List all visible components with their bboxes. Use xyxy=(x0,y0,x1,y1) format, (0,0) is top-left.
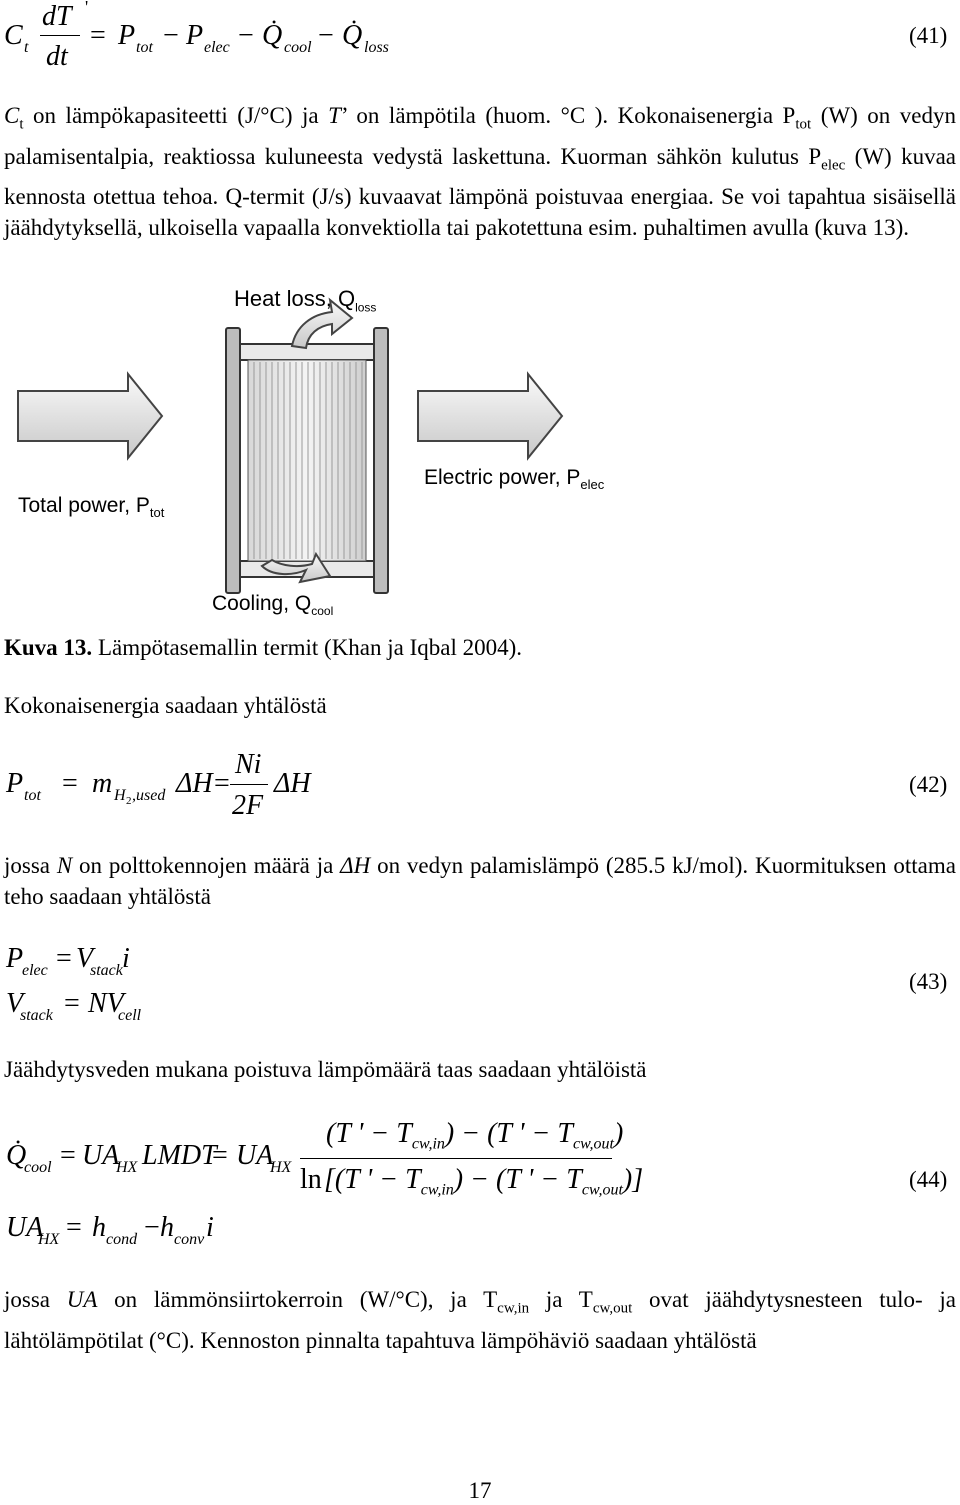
eq41-P1: P xyxy=(118,20,136,51)
total-power-arrow-icon xyxy=(18,374,162,458)
eq44-numerator: (T ' − $T_{cw,in}) - (T$ ' − $T_{cw,out}$) xyxy=(326,1118,624,1153)
eq42-P-sub: tot xyxy=(24,787,41,804)
eq44-UA2: UA xyxy=(236,1140,274,1171)
para1-C-sub: t xyxy=(19,116,24,133)
para3-text-2: on lämmönsiirtokerroin (W/°C), ja T xyxy=(97,1287,498,1312)
eq44-number: (44) xyxy=(909,1167,948,1192)
eq44-UA1-sub: HX xyxy=(116,1159,138,1176)
label-heat-loss: Heat loss, $Q_{loss}$ xyxy=(234,286,377,315)
eq41-equals: = xyxy=(90,20,106,51)
para1-text-3: (W) on vedyn palamisentalpia, reaktiossa kuluneesta vedystä laskettuna. Kuorman sähkön kulutus P xyxy=(4,103,956,169)
eq43-V2-sub: stack xyxy=(20,1007,53,1024)
para2-dH: ΔH xyxy=(340,853,371,878)
eq42-m-sub: H xyxy=(114,787,126,804)
eq44-Q-sub: cool xyxy=(24,1159,52,1176)
caption-label: Kuva 13. xyxy=(4,635,93,660)
eq44-UA3-sub: HX xyxy=(38,1231,60,1248)
eq44-i: i xyxy=(206,1212,214,1243)
eq43-P: P xyxy=(6,943,24,974)
para1-T: T xyxy=(328,103,341,128)
eq43-number: (43) xyxy=(909,969,948,994)
fuel-cell-stack-icon xyxy=(226,328,388,593)
figure-13 xyxy=(0,276,640,626)
eq44-ln: ln xyxy=(300,1164,322,1195)
page-number: 17 xyxy=(468,1478,492,1503)
eq41-fraction-bar xyxy=(40,35,80,36)
eq41-number: (41) xyxy=(909,23,948,48)
eq44-denominator: [(T ' − $T_{cw,in}) - (T$ ' − $T_{cw,out}$)] xyxy=(324,1164,644,1199)
eq41-P2-sub: elec xyxy=(204,39,230,56)
eq43-i: i xyxy=(122,943,130,974)
eq41-minus1: − xyxy=(163,20,179,51)
eq41-Q2-sub: loss xyxy=(364,39,389,56)
eq44-h2-sub: conv xyxy=(174,1231,205,1248)
eq42-m-sub2: 2 xyxy=(126,795,132,807)
eq44-h1-sub: cond xyxy=(106,1231,138,1248)
eq43-NV: NV xyxy=(88,988,124,1019)
para1-text-1: on lämpökapasiteetti (J/°C) ja xyxy=(23,103,329,128)
para3-text-4: ovat jäähdytysnesteen tulo- ja lähtölämpötilat (°C). Kennoston pinnalta tapahtuva lämpöhäviö saadaan yhtälöstä xyxy=(4,1287,957,1353)
eq44-UA1: UA xyxy=(82,1140,120,1171)
eq41-den: dt xyxy=(46,41,68,72)
eq44-h2: h xyxy=(160,1212,174,1243)
heat-balance-diagram xyxy=(0,276,640,626)
intro-44: Jäähdytysveden mukana poistuva lämpömäärä taas saadaan yhtälöistä xyxy=(4,1057,647,1082)
eq43-NV-sub: cell xyxy=(118,1007,142,1024)
eq44-fraction-bar xyxy=(300,1158,612,1159)
eq41-num: dT xyxy=(42,1,72,32)
intro-42: Kokonaisenergia saadaan yhtälöstä xyxy=(4,693,327,718)
eq41-Q2: Q̇ xyxy=(342,20,363,51)
electric-power-arrow-icon xyxy=(418,374,562,458)
eq41-minus3: − xyxy=(318,20,334,51)
para2-text-2: on polttokennojen määrä ja xyxy=(72,853,341,878)
eq44-Q: Q̇ xyxy=(6,1140,27,1171)
eq43-P-sub: elec xyxy=(22,962,48,979)
eq42-den: 2F xyxy=(232,790,264,821)
para3-sub-1: cw,in xyxy=(497,1300,530,1317)
eq43-equals2: = xyxy=(64,988,80,1019)
para1-C: C xyxy=(4,103,20,128)
para2-text-3: on vedyn palamislämpö (285.5 kJ/mol). Kuormituksen ottama teho saadaan yhtälöstä xyxy=(4,853,956,909)
eq43-equals1: = xyxy=(56,943,72,974)
eq44-UA2-sub: HX xyxy=(270,1159,292,1176)
eq41-P2: P xyxy=(186,20,204,51)
para3-text-1: jossa xyxy=(4,1287,67,1312)
eq42-dH2: ΔH xyxy=(274,768,311,799)
paragraph-2 xyxy=(4,850,956,912)
eq44-LMDT: LMDT xyxy=(142,1140,217,1171)
eq44-equals3: = xyxy=(66,1212,82,1243)
eq42-dH1: ΔH xyxy=(176,768,213,799)
eq42-number: (42) xyxy=(909,772,948,797)
eq42-m-sub3: ,used xyxy=(132,787,166,804)
label-electric-power: Electric power, $P_{elec}$ xyxy=(424,466,605,493)
eq44-minus: − xyxy=(144,1212,160,1243)
caption-text: Lämpötasemallin termit (Khan ja Iqbal 2004). xyxy=(92,635,523,660)
eq44-UA3: UA xyxy=(6,1212,44,1243)
para1-text-2: ’ on lämpötila (huom. °C ). Kokonaisenergia P xyxy=(340,103,796,128)
para1-pelec-sub: elec xyxy=(821,157,846,174)
para3-UA: UA xyxy=(66,1287,98,1312)
eq41-C: C xyxy=(4,20,23,51)
eq44-equals2: = xyxy=(212,1140,228,1171)
para1-ptot-sub: tot xyxy=(795,116,812,133)
paragraph-3 xyxy=(4,1284,956,1356)
para3-sub-2: cw,out xyxy=(592,1300,633,1317)
eq43-V2: V xyxy=(6,988,24,1019)
para1-text-4: (W) kuvaa kennosta otettua tehoa. Q-termit (J/s) kuvaavat lämpönä poistuvaa energiaa. Se voi tapahtua sisäisellä jäähdytyksellä, ulkoisella vapaalla konvektiolla tai pakotettuna esim. puhaltimen avulla (kuva 13). xyxy=(4,143,956,241)
eq42-P: P xyxy=(6,768,24,799)
eq41-Q1-sub: cool xyxy=(284,39,312,56)
eq43-V-sub: stack xyxy=(90,962,123,979)
eq42-m: m xyxy=(92,768,113,799)
label-cooling: Cooling, $Q_{cool}$ xyxy=(212,592,334,619)
para3-text-3: ja T xyxy=(529,1287,593,1312)
figure-caption xyxy=(4,632,956,663)
eq41-minus2: − xyxy=(238,20,254,51)
eq41-num-prime: ' xyxy=(85,0,89,17)
label-total-power: Total power, $P_{tot}$ xyxy=(18,494,165,521)
para2-N: N xyxy=(56,853,73,878)
eq42-equals2: = xyxy=(214,768,230,799)
eq44-equals1: = xyxy=(60,1140,76,1171)
eq44-h1: h xyxy=(92,1212,106,1243)
eq41-Q1: Q̇ xyxy=(262,20,283,51)
eq41-C-sub: t xyxy=(24,39,29,56)
eq41-P1-sub: tot xyxy=(136,39,153,56)
eq43-V: V xyxy=(76,943,94,974)
paragraph-1 xyxy=(4,100,956,243)
eq42-num: Ni xyxy=(235,749,262,780)
eq42-equals1: = xyxy=(62,768,78,799)
para2-text-1: jossa xyxy=(4,853,57,878)
eq42-fraction-bar xyxy=(230,784,268,785)
